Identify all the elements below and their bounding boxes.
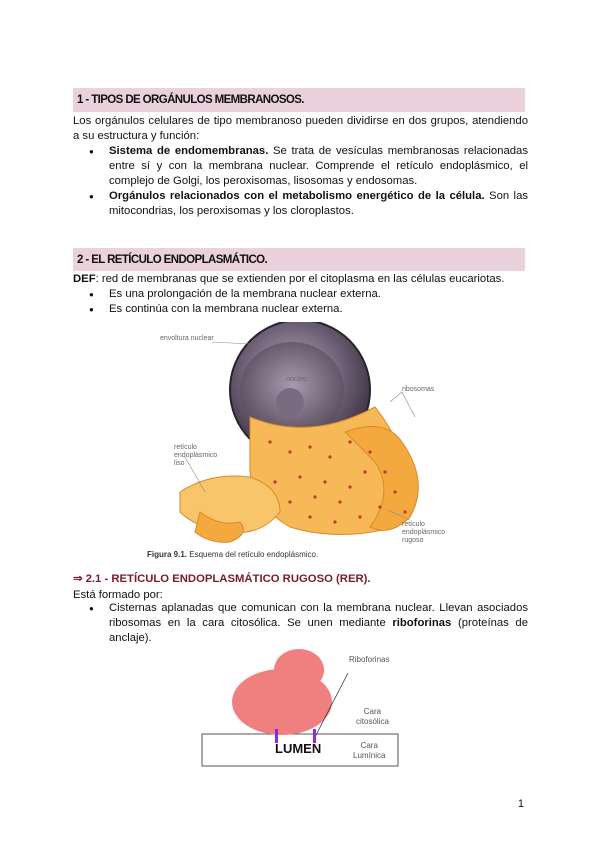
label-lumen: LUMEN — [275, 741, 322, 756]
label-nucleo: núcleo — [286, 376, 307, 383]
er-illustration — [140, 322, 460, 550]
label-line: rugoso — [402, 537, 424, 544]
label-rer — [402, 521, 445, 545]
subsection-intro: Está formado por: — [73, 589, 163, 601]
item-text: Se trata de vesículas membranosas relacionadas entre sí y con la membrana nuclear. Comprende el retículo endoplásmico, el complejo de Golgi, los peroxisomas, lisosomas y endosomas. — [109, 145, 528, 187]
item-bold: Sistema de endomembranas. — [109, 145, 269, 157]
label-riboforinas: Riboforinas — [349, 655, 390, 664]
list-item — [73, 144, 528, 189]
item-text: (proteínas de anclaje). — [109, 617, 528, 644]
label-line: Cara — [360, 741, 378, 750]
label-envoltura: envoltura nuclear — [160, 335, 214, 342]
section-1-heading — [73, 88, 525, 112]
item-text: Son las mitocondrias, los peroxisomas y los cloroplastos. — [109, 190, 529, 217]
section-1-title: 1 - TIPOS DE ORGÁNULOS MEMBRANOSOS. — [77, 94, 304, 106]
label-line: Cara — [363, 707, 382, 716]
label-rel — [174, 444, 217, 468]
item-text: Cisternas aplanadas que comunican con la membrana nuclear. Llevan asociados ribosomas en la cara citosólica. Se unen mediante — [109, 602, 528, 629]
label-line: liso — [174, 460, 185, 467]
label-ribosomas: ribosomas — [402, 386, 435, 393]
section-2-heading — [73, 248, 525, 271]
ribosome-small — [274, 649, 324, 691]
label-line: retículo — [402, 521, 425, 528]
subsection-list — [73, 601, 528, 646]
item-bold: Orgánulos relacionados con el metabolismo energético de la célula. — [109, 190, 485, 202]
item-bold: riboforinas — [392, 617, 452, 629]
section-2-title: 2 - EL RETÍCULO ENDOPLASMÁTICO. — [77, 253, 268, 266]
figure-caption — [147, 550, 318, 559]
label-line: endoplásmico — [402, 529, 446, 536]
def-label: DEF — [73, 273, 96, 285]
label-cara-luminica — [353, 741, 385, 761]
label-line: Lumínica — [353, 751, 386, 760]
list-item: ● Es continúa con la membrana nuclear externa. — [73, 302, 528, 317]
label-cara-citosolica — [356, 707, 389, 727]
section-1-intro: Los orgánulos celulares de tipo membranoso pueden dividirse en dos grupos, atendiendo a su estructura y función: — [73, 115, 528, 142]
list-item — [73, 189, 528, 219]
caption-bold: Figura 9.1. — [147, 550, 188, 559]
list-item — [73, 601, 528, 646]
page-number: 1 — [517, 798, 524, 810]
list-item: ● Es una prolongación de la membrana nuclear externa. — [73, 287, 528, 302]
subsection-title: ⇒ 2.1 - RETÍCULO ENDOPLASMÁTICO RUGOSO (RER). — [73, 573, 371, 585]
definition — [73, 272, 528, 287]
section-2-list — [73, 287, 528, 317]
caption-text: Esquema del retículo endoplásmico. — [187, 550, 319, 559]
label-line: endoplásmico — [174, 452, 218, 459]
label-line: citosólica — [356, 717, 389, 726]
smooth-er — [180, 476, 280, 542]
def-text: : red de membranas que se extienden por el citoplasma en las células eucariotas. — [95, 273, 505, 285]
section-1-list — [73, 144, 528, 219]
label-line: retículo — [174, 444, 197, 451]
